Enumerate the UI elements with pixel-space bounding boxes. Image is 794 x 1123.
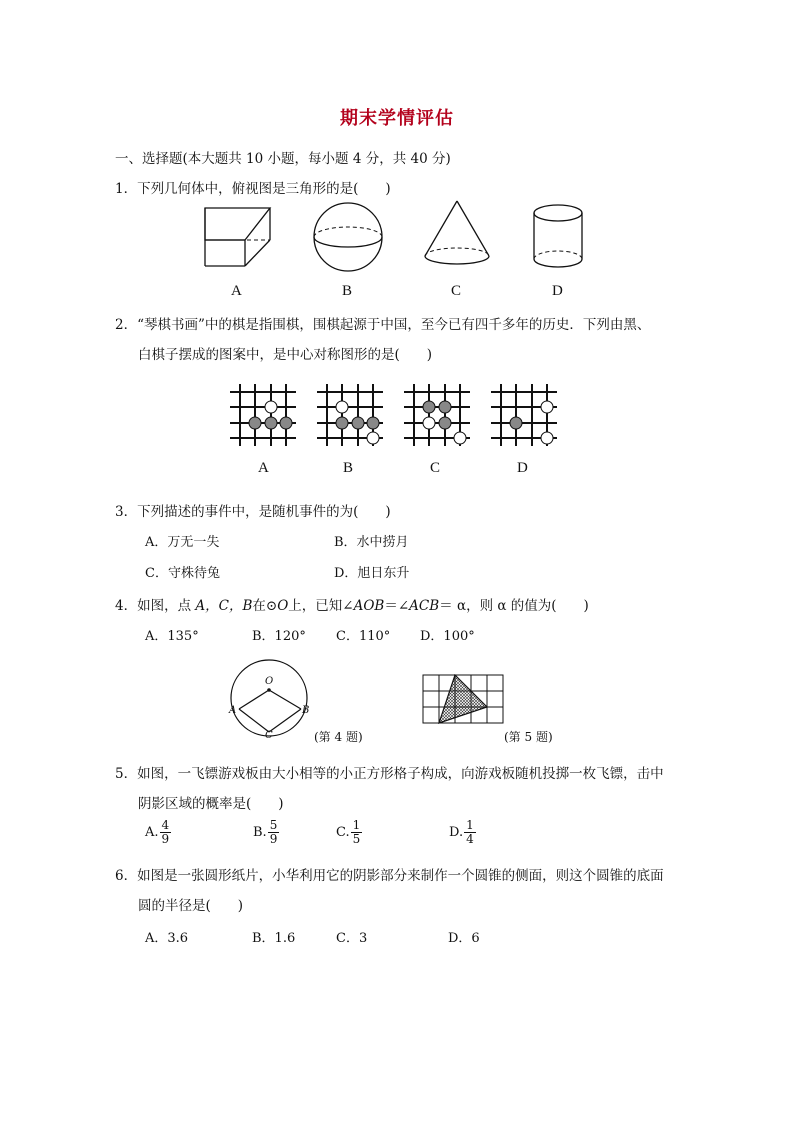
denominator: 4 [466, 832, 474, 846]
page-title: 期末学情评估 [340, 108, 454, 129]
sphere-figure [314, 203, 382, 271]
cone-figure [425, 201, 489, 264]
fraction [268, 819, 280, 846]
question-6-stem-line2: 圆的半径是( ) [138, 898, 244, 914]
question-1-solids [195, 198, 595, 273]
question-4-option-c: C．110° [336, 629, 391, 644]
figure-5-caption: (第 5 题) [504, 730, 553, 744]
section-heading: 一、选择题(本大题共 10 小题，每小题 4 分，共 40 分) [115, 151, 451, 167]
question-2-stem-line2: 白棋子摆成的图案中，是中心对称图形的是( ) [138, 347, 433, 363]
stem-part: 上，已知∠ [288, 598, 354, 614]
option-label-c: C [451, 283, 462, 299]
question-4-option-d: D．100° [420, 629, 475, 644]
stem-angle-acb: ACB [409, 598, 440, 614]
numerator: 4 [161, 818, 170, 832]
figure-label-c: C [265, 730, 273, 741]
numerator: 5 [269, 818, 278, 832]
option-label-c: C [430, 460, 441, 476]
question-4-option-b: B．120° [252, 629, 306, 644]
figure-label-a: A [229, 705, 237, 716]
option-label-d: D [552, 283, 563, 299]
question-3-option-a: A．万无一失 [145, 535, 220, 550]
question-3-option-b: B．水中捞月 [334, 535, 409, 550]
question-3-option-c: C．守株待兔 [145, 566, 220, 581]
option-label-a: A [258, 460, 269, 476]
go-board-d [491, 384, 557, 446]
triangular-prism-figure [205, 208, 270, 266]
question-2-go-boards [225, 380, 565, 450]
go-board-a [230, 384, 296, 446]
numerator: 1 [352, 818, 361, 832]
stem-angle-aob: AOB [353, 598, 385, 614]
shaded-triangle [439, 675, 487, 723]
question-3-stem: 3．下列描述的事件中，是随机事件的为( ) [115, 504, 391, 520]
option-label-b: B [343, 460, 354, 476]
question-2-stem-line1: 2．“琴棋书画”中的棋是指围棋，围棋起源于中国，至今已有四千多年的历史．下列由黑、 [115, 317, 651, 333]
option-letter: A. [145, 825, 159, 840]
numerator: 1 [466, 818, 474, 832]
option-label-a: A [231, 283, 242, 299]
go-board-c [404, 384, 470, 446]
stem-part: 4．如图，点 [115, 598, 196, 614]
question-6-option-b: B．1.6 [252, 931, 296, 946]
question-6-option-a: A．3.6 [145, 931, 189, 946]
question-1-stem: 1．下列几何体中，俯视图是三角形的是( ) [115, 181, 391, 197]
option-letter: C. [336, 825, 350, 840]
stem-part: ＝∠ [384, 598, 410, 614]
question-3-option-d: D．旭日东升 [334, 566, 410, 581]
option-label-d: D [517, 460, 528, 476]
cylinder-figure [534, 205, 582, 267]
figure-label-o: O [265, 676, 274, 687]
denominator: 9 [161, 832, 170, 846]
stem-part: ＝ α，则 α 的值为( ) [439, 598, 589, 614]
question-5-option-b [253, 819, 279, 846]
question-5-stem-line1: 5．如图，一飞镖游戏板由大小相等的小正方形格子构成，向游戏板随机投掷一枚飞镖，击中 [115, 766, 664, 782]
option-letter: B. [253, 825, 267, 840]
question-5-option-c [336, 819, 362, 846]
fraction [160, 819, 172, 846]
denominator: 5 [352, 832, 361, 846]
question-5-dart-board [422, 674, 504, 724]
fraction [351, 819, 363, 846]
question-4-stem [115, 594, 589, 614]
denominator: 9 [269, 832, 278, 846]
question-5-option-d [449, 819, 476, 846]
stem-part: 在⊙ [252, 598, 278, 614]
figure-4-caption: (第 4 题) [314, 730, 363, 744]
question-6-stem-line1: 6．如图是一张圆形纸片，小华利用它的阴影部分来制作一个圆锥的侧面，则这个圆锥的底面 [115, 868, 664, 884]
question-5-stem-line2: 阴影区域的概率是( ) [138, 796, 284, 812]
go-board-b [317, 384, 383, 446]
question-6-option-d: D．6 [448, 931, 480, 946]
question-4-option-a: A．135° [145, 629, 199, 644]
stem-points: A，C，B [195, 598, 253, 614]
question-5-option-a [145, 819, 171, 846]
fraction [464, 819, 476, 846]
figure-label-b: B [302, 705, 310, 716]
stem-circle-name: O [277, 598, 289, 614]
option-label-b: B [342, 283, 353, 299]
option-letter: D. [449, 825, 464, 840]
question-6-option-c: C．3 [336, 931, 368, 946]
